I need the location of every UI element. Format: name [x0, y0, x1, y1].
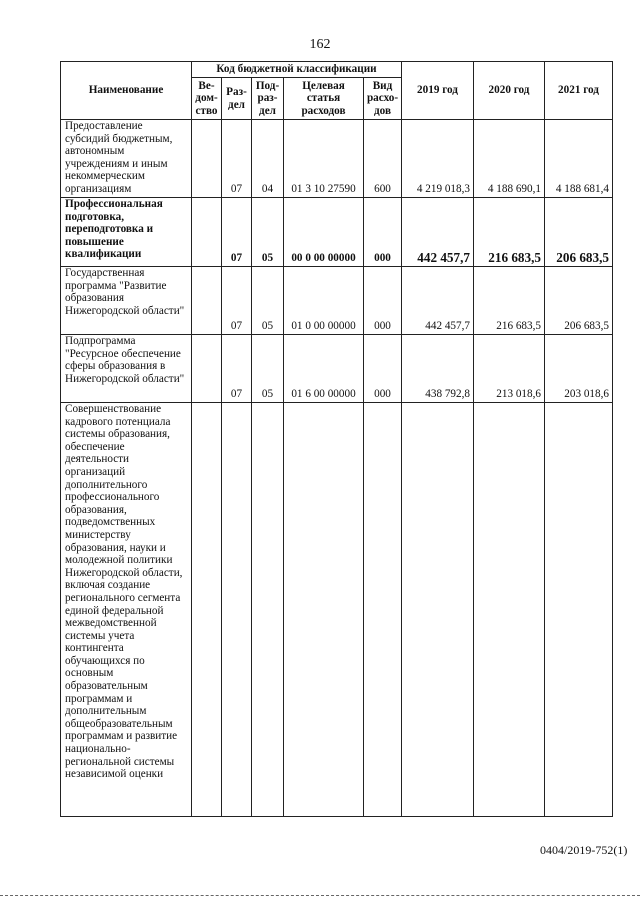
row-podrazdel [252, 403, 284, 817]
row-razdel: 07 [222, 120, 252, 198]
row-2020: 216 683,5 [474, 198, 545, 267]
row-2019 [402, 403, 474, 817]
row-expense-type [364, 403, 402, 817]
scan-edge-divider [0, 895, 640, 896]
row-2019: 4 219 018,3 [402, 120, 474, 198]
row-podrazdel: 05 [252, 198, 284, 267]
row-podrazdel: 05 [252, 267, 284, 335]
row-name: Предоставление субсидий бюджетным, автономным учреждениям и иным некоммерческим организациям [61, 120, 192, 198]
header-razdel: Раз- дел [222, 78, 252, 120]
row-vedomstvo [192, 120, 222, 198]
row-razdel: 07 [222, 335, 252, 403]
row-target: 00 0 00 00000 [284, 198, 364, 267]
header-year-2020: 2020 год [474, 62, 545, 120]
table-row [61, 198, 613, 267]
row-vedomstvo [192, 198, 222, 267]
header-vedomstvo: Ве- дом- ство [192, 78, 222, 120]
row-2020: 4 188 690,1 [474, 120, 545, 198]
row-name: Профессиональная подготовка, переподготовка и повышение квалификации [61, 198, 192, 267]
row-2019: 442 457,7 [402, 267, 474, 335]
row-razdel [222, 403, 252, 817]
row-name: Государственная программа "Развитие образования Нижегородской области" [61, 267, 192, 335]
row-vedomstvo [192, 267, 222, 335]
header-year-2019: 2019 год [402, 62, 474, 120]
table-row [61, 335, 613, 403]
row-target: 01 3 10 27590 [284, 120, 364, 198]
header-year-2021: 2021 год [545, 62, 613, 120]
row-2021: 206 683,5 [545, 267, 613, 335]
row-target: 01 0 00 00000 [284, 267, 364, 335]
header-classification-group: Код бюджетной классификации [192, 62, 402, 78]
row-name: Совершенствование кадрового потенциала системы образования, обеспечение деятельности организаций дополнительного профессионального образования, подведомственных министерству образования, науки и молодежной политики Нижегородской области, включая создание регионального сегмента единой федеральной межведомственной системы учета контингента обучающихся по основным образовательным программам и дополнительным общеобразовательным программам и развитие национально-региональной системы независимой оценки [61, 403, 192, 817]
row-2021: 203 018,6 [545, 335, 613, 403]
row-2021 [545, 403, 613, 817]
header-podrazdel: Под- раз- дел [252, 78, 284, 120]
header-name: Наименование [61, 62, 192, 120]
table-row [61, 403, 613, 817]
row-2019: 438 792,8 [402, 335, 474, 403]
row-razdel: 07 [222, 267, 252, 335]
row-2020 [474, 403, 545, 817]
row-target [284, 403, 364, 817]
row-podrazdel: 04 [252, 120, 284, 198]
row-expense-type: 000 [364, 267, 402, 335]
row-2019: 442 457,7 [402, 198, 474, 267]
table-row [61, 267, 613, 335]
document-footer-code: 0404/2019-752(1) [540, 843, 628, 857]
row-podrazdel: 05 [252, 335, 284, 403]
row-2020: 213 018,6 [474, 335, 545, 403]
row-2021: 206 683,5 [545, 198, 613, 267]
row-2021: 4 188 681,4 [545, 120, 613, 198]
row-expense-type: 000 [364, 335, 402, 403]
table-row [61, 120, 613, 198]
budget-table [60, 61, 613, 817]
row-target: 01 6 00 00000 [284, 335, 364, 403]
row-name: Подпрограмма "Ресурсное обеспечение сферы образования в Нижегородской области" [61, 335, 192, 403]
page-number: 162 [309, 37, 331, 52]
row-razdel: 07 [222, 198, 252, 267]
row-expense-type: 000 [364, 198, 402, 267]
header-target: Целевая статья расходов [284, 78, 364, 120]
row-expense-type: 600 [364, 120, 402, 198]
row-vedomstvo [192, 403, 222, 817]
header-expense-type: Вид расхо- дов [364, 78, 402, 120]
row-2020: 216 683,5 [474, 267, 545, 335]
row-vedomstvo [192, 335, 222, 403]
